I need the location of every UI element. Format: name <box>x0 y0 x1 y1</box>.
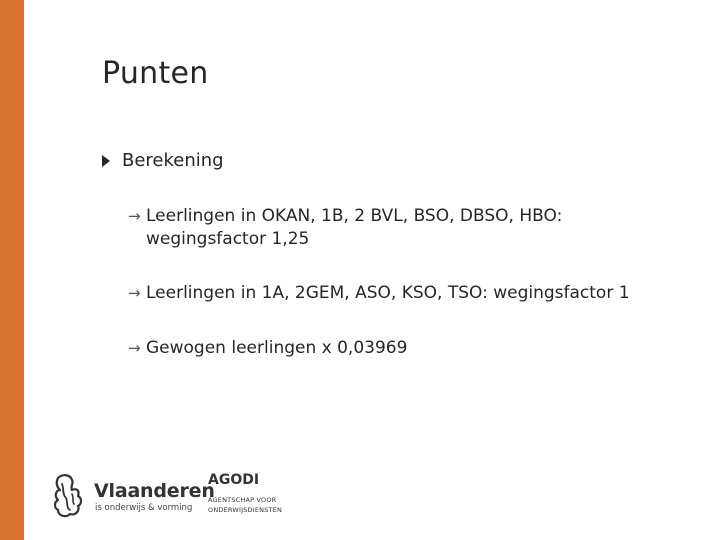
arrow-right-icon: → <box>128 339 141 357</box>
sub-item-text: Leerlingen in OKAN, 1B, 2 BVL, BSO, DBSO, HBO: wegingsfactor 1,25 <box>146 206 563 249</box>
arrow-right-icon: → <box>128 207 141 225</box>
sub-item-2 <box>128 282 668 305</box>
sub-item-text: Gewogen leerlingen x 0,03969 <box>146 338 408 358</box>
flemish-lion-icon <box>48 472 88 520</box>
sub-item-text: Leerlingen in 1A, 2GEM, ASO, KSO, TSO: wegingsfactor 1 <box>146 283 630 303</box>
bullet-item <box>102 150 224 171</box>
bullet-text: Berekening <box>122 150 224 171</box>
agodi-subtitle-line2: ONDERWIJSDIENSTEN <box>208 506 283 514</box>
vlaanderen-logo-text: Vlaanderen <box>94 480 215 502</box>
accent-side-bar <box>0 0 24 540</box>
footer-logos <box>48 466 348 526</box>
slide-title: Punten <box>102 56 209 91</box>
sub-item-3 <box>128 337 668 360</box>
arrow-right-icon: → <box>128 284 141 302</box>
triangle-right-icon <box>102 155 110 167</box>
sub-item-1 <box>128 205 668 251</box>
agodi-logo-text: AGODI <box>208 472 260 488</box>
agodi-subtitle-line1: AGENTSCHAP VOOR <box>208 496 277 504</box>
vlaanderen-logo-subtitle: is onderwijs & vorming <box>95 503 193 513</box>
